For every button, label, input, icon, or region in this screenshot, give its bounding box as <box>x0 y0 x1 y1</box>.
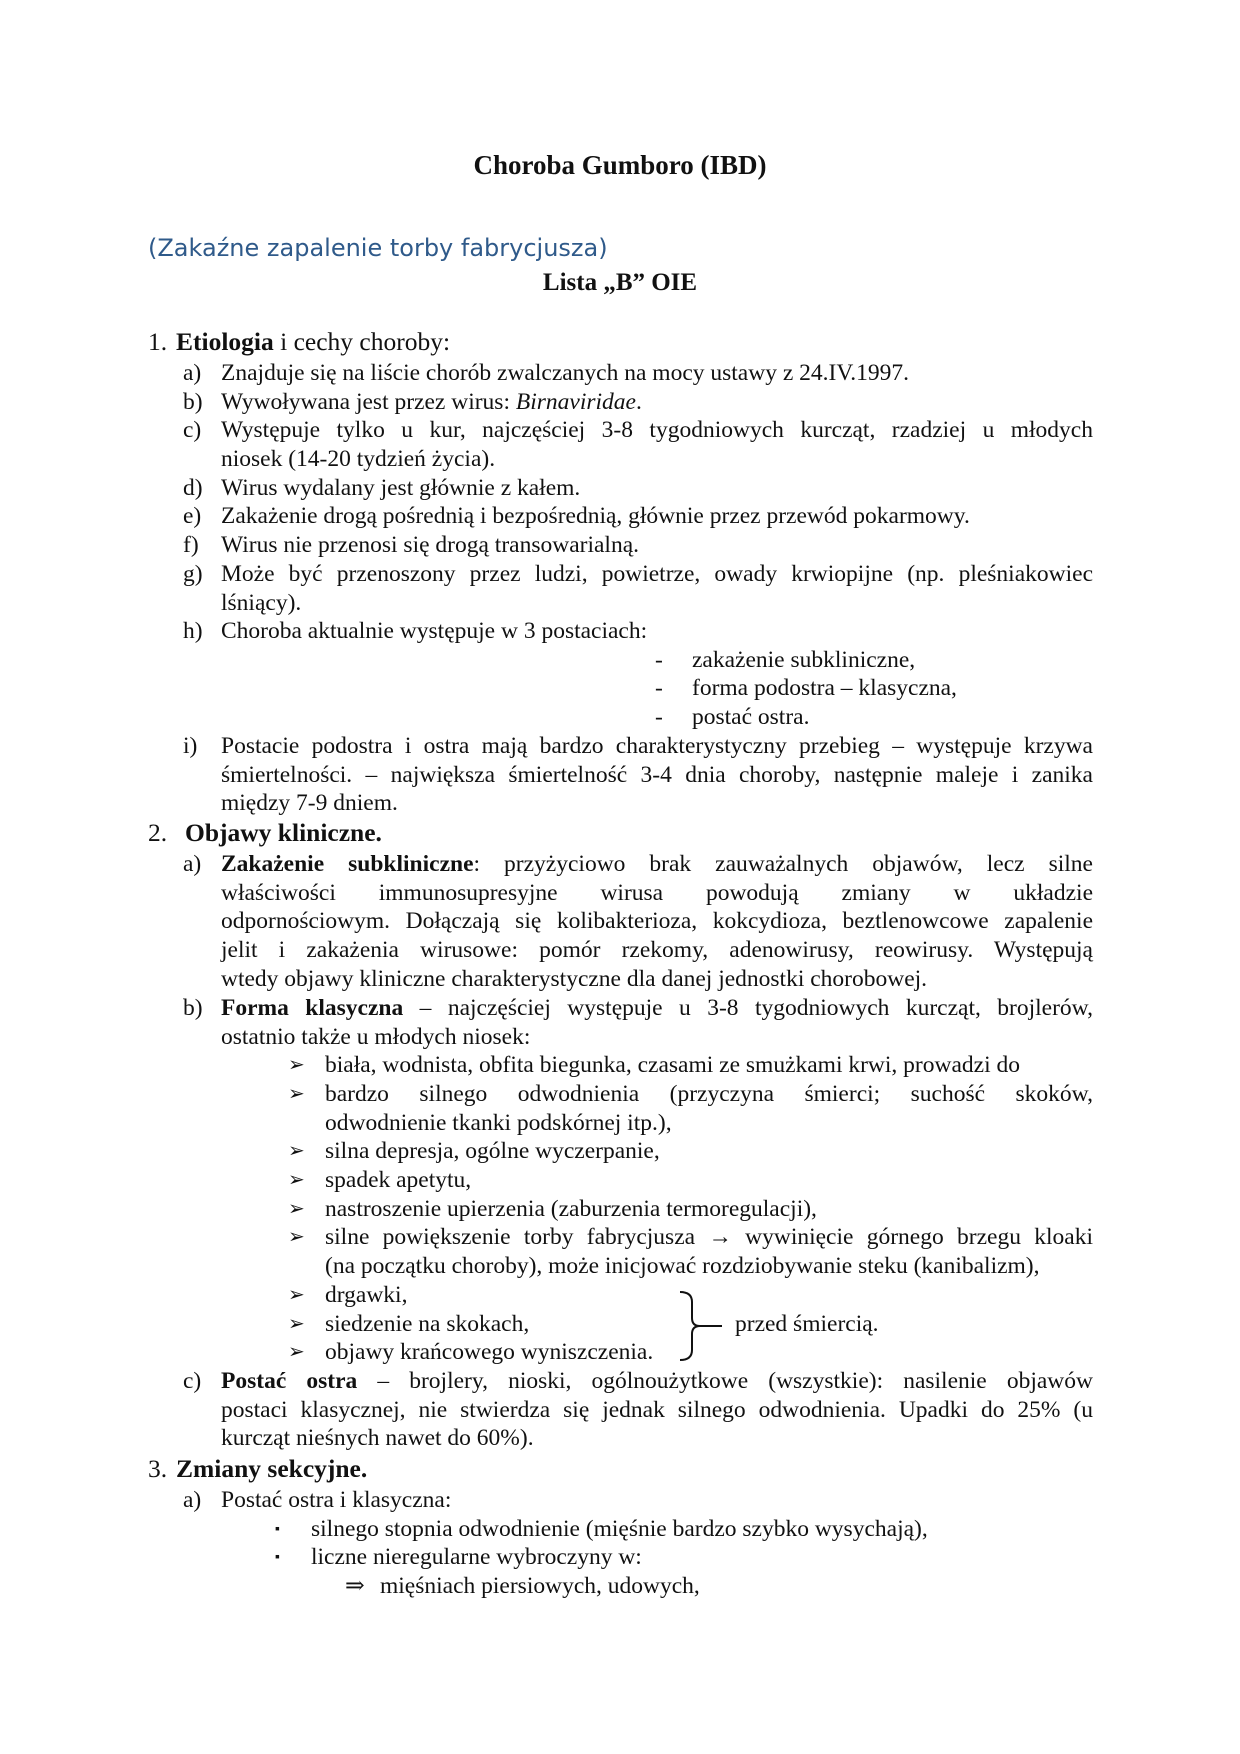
arrow-bullet-icon: ➢ <box>288 1313 305 1335</box>
symptom-item: ➢ spadek apetytu, <box>288 1167 472 1193</box>
section-3-heading: 3. Zmiany sekcyjne. <box>148 1454 368 1483</box>
symptom-item: ➢ bardzo silnego odwodnienia (przyczyna śmierci; suchość skoków, odwodnienie tkanki podskórnej itp.), <box>288 1081 1093 1136</box>
square-bullet-icon: ▪ <box>275 1522 280 1537</box>
list-item: h) Choroba aktualnie występuje w 3 postaciach: <box>183 618 648 644</box>
section-2-heading: 2. Objawy kliniczne. <box>148 818 382 847</box>
list-item: c) Występuje tylko u kur, najczęściej 3-8 tygodniowych kurcząt, rzadziej u młodych niosek (14-20 tydzień życia). <box>183 417 1093 472</box>
arrow-bullet-icon: ➢ <box>288 1054 305 1076</box>
list-item: i) Postacie podostra i ostra mają bardzo charakterystyczny przebieg – występuje krzywa śmiertelności. – największa śmiertelność 3-4 dnia choroby, następnie maleje i zanika między 7-9 dniem. <box>183 733 1093 817</box>
bullet-item: ▪ silnego stopnia odwodnienie (mięśnie bardzo szybko wysychają), <box>275 1515 928 1544</box>
square-bullet-icon: ▪ <box>275 1550 280 1565</box>
document-subtitle: (Zakaźne zapalenie torby fabrycjusza) <box>148 234 608 262</box>
list-item: a) Postać ostra i klasyczna: <box>183 1487 452 1513</box>
form-item: - forma podostra – klasyczna, <box>655 675 957 701</box>
list-item: b) Forma klasyczna – najczęściej występuje u 3-8 tygodniowych kurcząt, brojlerów, ostatnio także u młodych niosek: <box>183 995 1093 1050</box>
list-item: b) Wywoływana jest przez wirus: Birnaviridae. <box>183 389 642 415</box>
brace-note: przed śmiercią. <box>735 1311 879 1337</box>
arrow-bullet-icon: ➢ <box>288 1140 305 1162</box>
sub-item: ⇒ mięśniach piersiowych, udowych, <box>345 1573 700 1599</box>
document-title: Choroba Gumboro (IBD) <box>473 150 767 180</box>
symptom-item: ➢ nastroszenie upierzenia (zaburzenia termoregulacji), <box>288 1196 817 1222</box>
symptom-item: ➢ silna depresja, ogólne wyczerpanie, <box>288 1138 660 1164</box>
list-item: a) Zakażenie subkliniczne: przyżyciowo brak zauważalnych objawów, lecz silne właściwości immunosupresyjne wirusa powodują zmiany w układzie odpornościowym. Dołączają się kolibakterioza, kokcydioza, beztlenowcowe zapalenie jelit i zakażenia wirusowe: pomór rzekomy, adenowirusy, reowirusy. Występują wtedy objawy kliniczne charakterystyczne dla danej jednostki chorobowej. <box>183 851 1093 992</box>
symptom-item: ➢ drgawki, <box>288 1282 408 1308</box>
symptom-item: ➢ silne powiększenie torby fabrycjusza → wywinięcie górnego brzegu kloaki (na początku choroby), może inicjować rozdziobywanie steku (kanibalizm), <box>288 1224 1093 1279</box>
arrow-bullet-icon: ➢ <box>288 1169 305 1191</box>
list-item: d) Wirus wydalany jest głównie z kałem. <box>183 475 581 501</box>
implies-arrow-icon: ⇒ <box>345 1573 365 1599</box>
symptom-item: ➢ objawy krańcowego wyniszczenia. <box>288 1339 654 1365</box>
arrow-bullet-icon: ➢ <box>288 1284 305 1306</box>
arrow-bullet-icon: ➢ <box>288 1198 305 1220</box>
bullet-item: ▪ liczne nieregularne wybroczyny w: <box>275 1543 642 1572</box>
symptom-item: ➢ biała, wodnista, obfita biegunka, czasami ze smużkami krwi, prowadzi do <box>288 1052 1020 1078</box>
form-item: - postać ostra. <box>655 704 810 730</box>
list-item: f) Wirus nie przenosi się drogą transowarialną. <box>183 532 639 558</box>
arrow-bullet-icon: ➢ <box>288 1341 305 1363</box>
list-item: e) Zakażenie drogą pośrednią i bezpośrednią, głównie przez przewód pokarmowy. <box>183 503 970 529</box>
arrow-bullet-icon: ➢ <box>288 1226 305 1248</box>
list-classification: Lista „B” OIE <box>542 269 698 296</box>
form-item: - zakażenie subkliniczne, <box>655 647 916 673</box>
list-item: g) Może być przenoszony przez ludzi, powietrze, owady krwiopijne (np. pleśniakowiec lśniący). <box>183 561 1093 616</box>
curly-brace-icon <box>670 1288 730 1364</box>
arrow-bullet-icon: ➢ <box>288 1083 305 1105</box>
list-item: c) Postać ostra – brojlery, nioski, ogólnoużytkowe (wszystkie): nasilenie objawów postaci klasycznej, nie stwierdza się jednak silnego odwodnienia. Upadki do 25% (u kurcząt nieśnych nawet do 60%). <box>183 1368 1093 1452</box>
list-item: a) Znajduje się na liście chorób zwalczanych na mocy ustawy z 24.IV.1997. <box>183 360 910 386</box>
symptom-item: ➢ siedzenie na skokach, <box>288 1311 530 1337</box>
section-1-heading: 1. Etiologia i cechy choroby: <box>148 327 451 356</box>
